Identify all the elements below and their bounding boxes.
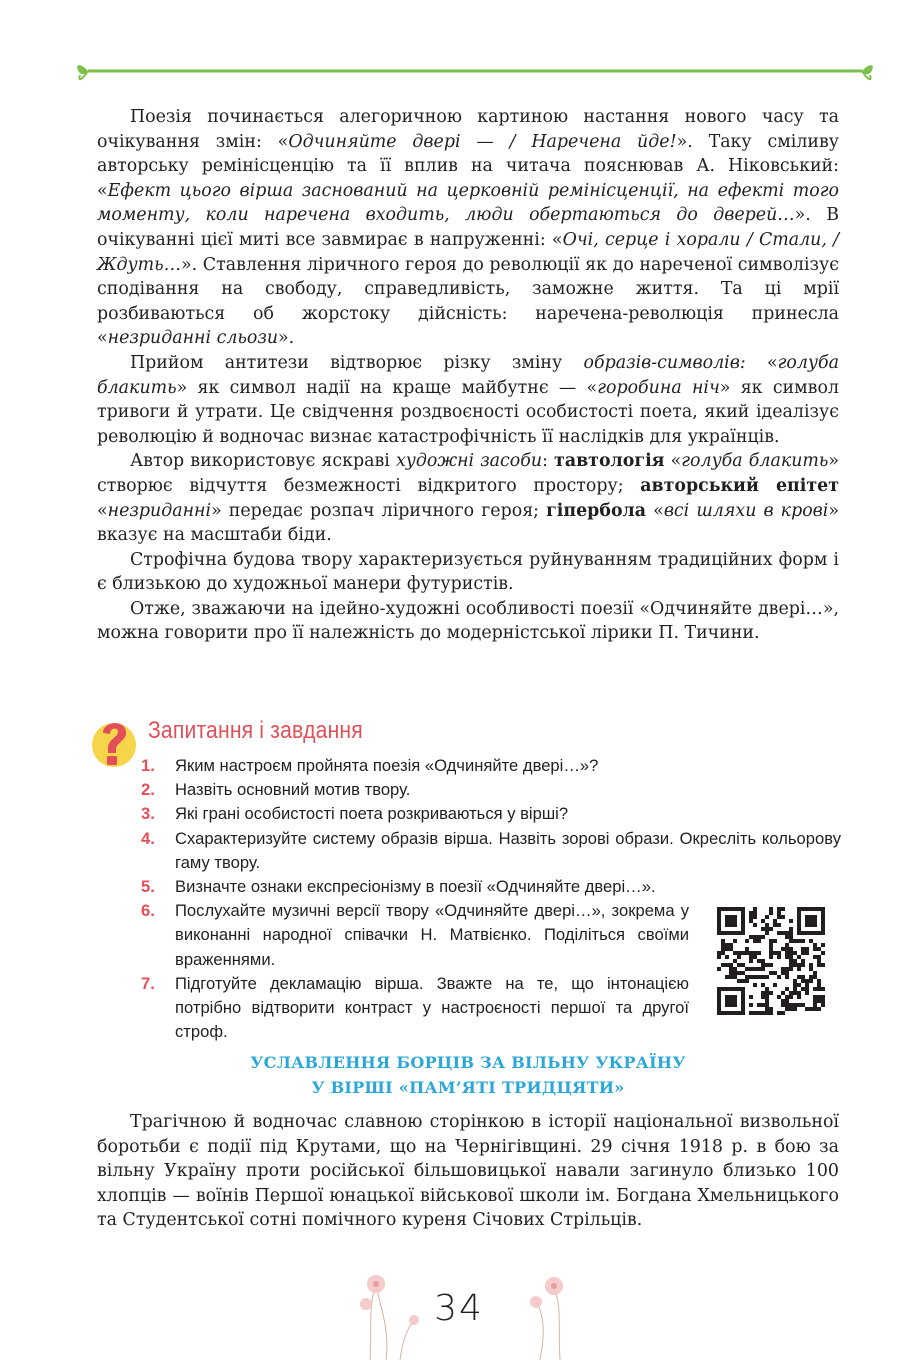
question-mark-icon	[88, 713, 140, 769]
task-number: 1.	[141, 756, 155, 775]
section-heading-line-1: УСЛАВЛЕННЯ БОРЦІВ ЗА ВІЛЬНУ УКРАЇНУ	[250, 1053, 686, 1072]
paragraph-1: Поезія починається алегоричною картиною настання нового часу та очікування змін: «Одчиняйте двері — / Наречена йде!». Таку сміливу авторську ремінісценцію та її вплив на читача пояснював А. Ніковський: «Ефект цього вірша заснований на церковній ремінісценції, на ефекті того моменту, коли наречена входить, люди обертаються до дверей…». В очікуванні цієї миті все завмирає в напруженні: «Очі, серце і хорали / Стали, / Ждуть…». Ставлення ліричного героя до революції як до нареченої символізує сподівання на свободу, справедливість, заможне життя. Та ці мрії розбиваються об жорстоку дійсність: наречена-революція принесла «незриданні сльози».	[97, 107, 839, 349]
task-number: 6.	[141, 901, 155, 921]
page-number: 34	[434, 1288, 484, 1329]
paragraph-4: Строфічна будова твору характеризується руйнуванням традиційних форм і є близькою до художньої манери футуристів.	[97, 549, 839, 595]
section-heading-line-2: У ВІРШІ «ПАМ’ЯТІ ТРИДЦЯТИ»	[311, 1078, 625, 1097]
task-number: 2.	[141, 780, 155, 800]
task-item	[141, 778, 841, 802]
section-text	[97, 1110, 839, 1233]
task-text: Послухайте музичні версії твору «Одчиняйте двері…», зокрема у виконанні народної співачки Н. Матвієнко. Поділіться своїми враженнями.	[175, 901, 689, 969]
task-number: 7.	[141, 973, 155, 993]
task-number: 4.	[141, 828, 155, 848]
task-item	[141, 875, 841, 899]
task-item	[141, 827, 841, 875]
task-item	[141, 802, 841, 826]
task-item	[141, 754, 841, 778]
task-text: Які грані особистості поета розкриваються у вірші?	[175, 804, 569, 824]
task-text: Схарактеризуйте систему образів вірша. Назвіть зорові образи. Окресліть кольорову гаму твору.	[175, 828, 841, 872]
task-item	[141, 972, 689, 1045]
qr-code-icon[interactable]	[717, 907, 825, 1015]
paragraph-2: Прийом антитези відтворює різку зміну образів-символів: «голуба блакить» як символ надії на краще майбутнє — «горобина ніч» як символ тривоги й утрати. Це свідчення роздвоєності особистості поета, який ідеалізує революцію й водночас визнає катастрофічність її наслідків для українців.	[97, 352, 839, 447]
section-heading	[97, 1050, 839, 1100]
task-number: 3.	[141, 804, 155, 824]
task-number: 5.	[141, 877, 155, 897]
section-paragraph: Трагічною й водночас славною сторінкою в історії національної визвольної боротьби є події під Крутами, що на Чернігівщині. 29 січня 1918 р. в бою за вільну Україну проти російської більшовицької навали загинуло близько 100 хлопців — воїнів Першої юнацької військової школи ім. Богдана Хмельницького та Студентської сотні помічного куреня Січових Стрільців.	[97, 1112, 839, 1231]
questions-heading: Запитання і завдання	[148, 717, 363, 744]
decorative-vine-rule	[0, 56, 918, 86]
task-text: Яким настроєм пройнята поезія «Одчиняйте двері…»?	[175, 756, 599, 775]
paragraph-5: Отже, зважаючи на ідейно-художні особливості поезії «Одчиняйте двері…», можна говорити про її належність до модерністської лірики П. Тичини.	[97, 598, 839, 644]
task-item	[141, 899, 689, 972]
task-text: Визначте ознаки експресіонізму в поезії «Одчиняйте двері…».	[175, 877, 656, 897]
main-text	[97, 105, 839, 646]
task-text: Підготуйте декламацію вірша. Зважте на те, що інтонацією потрібно відтворити контраст у настроєності першої та другої строф.	[175, 973, 689, 1042]
paragraph-3: Автор використовує яскраві художні засоби: тавтологія «голуба блакить» створює відчуття безмежності відкритого простору; авторський епітет «незриданні» передає розпач ліричного героя; гіпербола «всі шляхи в крові» вказує на масштаби біди.	[97, 451, 839, 546]
task-text: Назвіть основний мотив твору.	[175, 780, 411, 800]
